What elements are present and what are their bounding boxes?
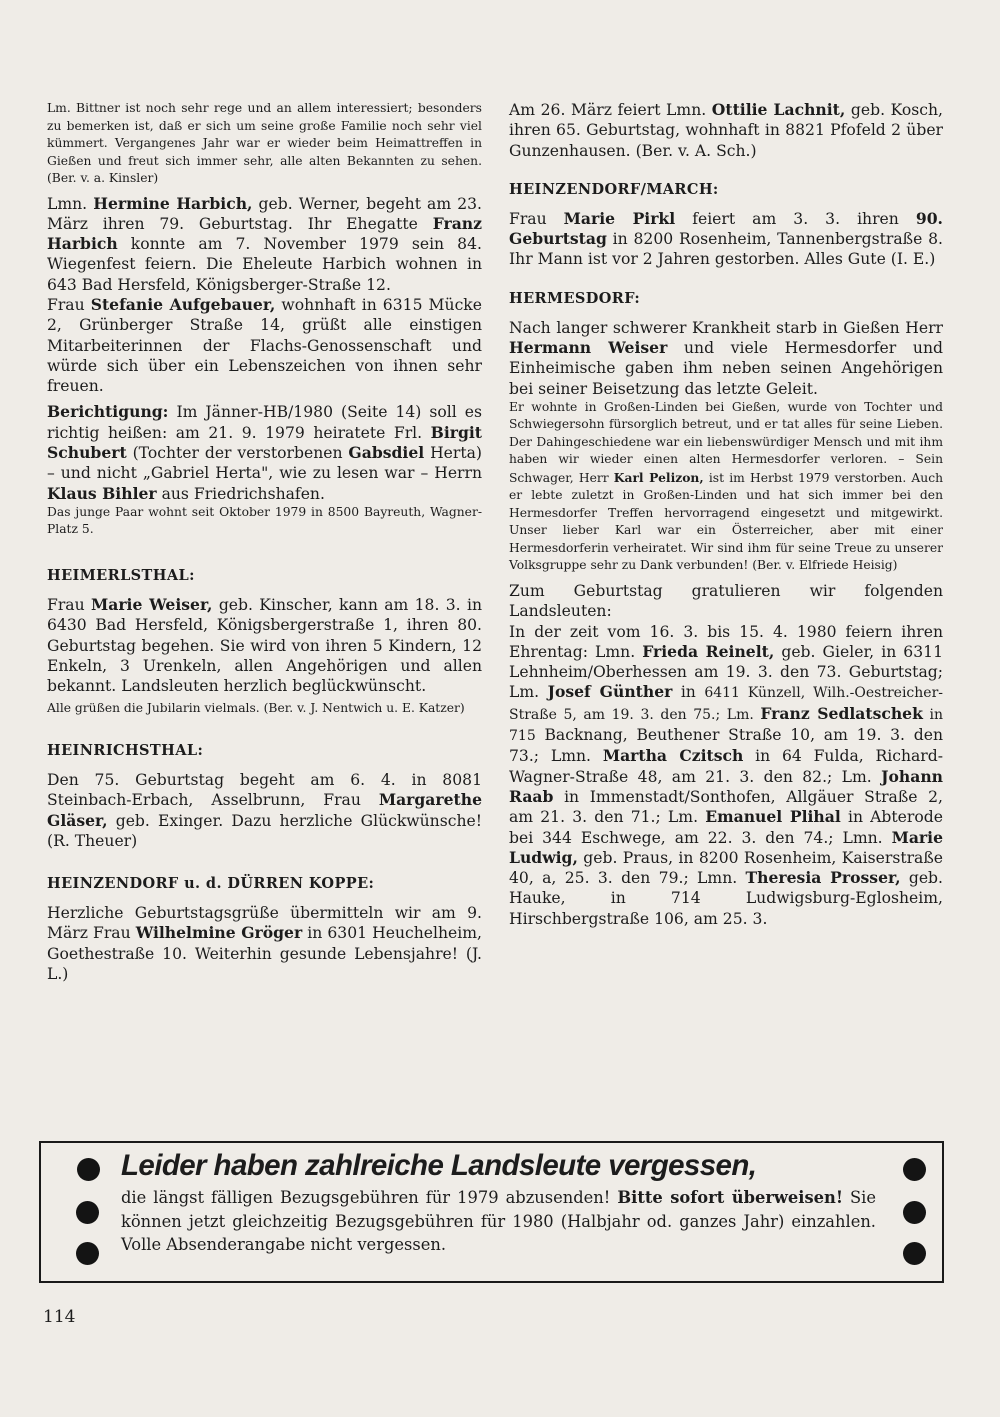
paragraph-hermann-weiser: Nach langer schwerer Krankheit starb in Gießen Herr Hermann Weiser und viele Hermesdorfer und Einheimische gaben ihm neben seinen Angehörigen bei seiner Beisetzung das letzte Geleit. (509, 318, 943, 398)
paragraph-aufgebauer: Frau Stefanie Aufgebauer, wohnhaft in 6315 Mücke 2, Grünberger Straße 14, grüßt alle einstigen Mitarbeiterinnen der Flachs-Genossenschaft und würde sich über ein Lebenszeichen von ihnen sehr freuen. (47, 294, 482, 396)
page-number: 114 (43, 1307, 76, 1327)
bullet-icon (903, 1201, 926, 1224)
paragraph-glaeser: Den 75. Geburtstag begeht am 6. 4. in 8081 Steinbach-Erbach, Asselbrunn, Frau Margarethe Gläser, geb. Exinger. Dazu herzliche Glückwünsche! (R. Theuer) (47, 770, 482, 850)
paragraph-lachnit: Am 26. März feiert Lmn. Ottilie Lachnit, geb. Kosch, ihren 65. Geburtstag, wohnhaft in 8821 Pfofeld 2 über Gunzenhausen. (Ber. v. A. Sch.) (509, 100, 943, 160)
left-column (47, 100, 482, 984)
bullet-icon (76, 1201, 99, 1224)
heading-heinrichsthal: HEINRICHSTHAL: (47, 741, 204, 759)
paragraph-pelizon: Er wohnte in Großen-Linden bei Gießen, wurde von Tochter und Schwiegersohn fürsorglich betreut, und er tat alles für seine Lieben. Der Dahingeschiedene war ein liebenswürdiger Mensch und mit ihm haben wir wieder einen alten Hermesdorfer verloren. – Sein Schwager, Herr Karl Pelizon, ist im Herbst 1979 verstorben. Auch er lebte zuletzt in Großen-Linden und hat sich immer bei den Hermesdorfer Treffen hervorragend eingesetzt und mitgewirkt. Unser lieber Karl war ein Österreicher, aber mit einer Hermesdorferin verheiratet. Wir sind ihm für seine Treue zu unserer Volksgruppe sehr zu Dank verbunden! (Ber. v. Elfriede Heisig) (509, 399, 944, 573)
paragraph-birthday-list: In der zeit vom 16. 3. bis 15. 4. 1980 feiern ihren Ehrentag: Lmn. Frieda Reinelt, geb. Gieler, in 6311 Lehnheim/Oberhessen am 19. 3. den 73. Geburtstag; Lm. Josef Günther in 6411 Künzell, Wilh.-Oestreicher-Straße 5, am 19. 3. den 75.; Lm. Franz Sedlatschek in 715 Backnang, Beuthener Straße 10, am 19. 3. den 73.; Lmn. Martha Czitsch in 64 Fulda, Richard-Wagner-Straße 48, am 21. 3. den 82.; Lm. Johann Raab in Immenstadt/Sonthofen, Allgäuer Straße 2, am 21. 3. den 71.; Lm. Emanuel Plihal in Abterode bei 344 Eschwege, am 22. 3. den 74.; Lmn. Marie Ludwig, geb. Praus, in 8200 Rosenheim, Kaiserstraße 40, a, 25. 3. den 79.; Lmn. Theresia Prosser, geb. Hauke, in 714 Ludwigsburg-Eglosheim, Hirschbergstraße 106, am 25. 3. (509, 622, 944, 928)
paragraph-gratulation-intro: Zum Geburtstag gratulieren wir folgenden Landsleuten: (509, 581, 943, 621)
heading-heinzendorf-march: HEINZENDORF/MARCH: (509, 180, 719, 198)
bullet-icon (903, 1242, 926, 1265)
paragraph-harbich: Lmn. Hermine Harbich, geb. Werner, begeht am 23. März ihren 79. Geburtstag. Ihr Ehegatte Franz Harbich konnte am 7. November 1979 sein 84. Wiegenfest feiern. Die Eheleute Harbich wohnen in 643 Bad Hersfeld, Königsberger-Straße 12. (47, 193, 482, 294)
notice-body: die längst fälligen Bezugsgebühren für 1979 abzusenden! Bitte sofort überweisen! Sie können jetzt gleichzeitig Bezugsgebühren für 1980 (Halbjahr od. ganzes Jahr) einzahlen. Volle Absenderangabe nicht vergessen. (121, 1188, 877, 1254)
payment-reminder-box (39, 1141, 944, 1283)
paragraph-pirkl: Frau Marie Pirkl feiert am 3. 3. ihren 90. Geburtstag in 8200 Rosenheim, Tannenbergstraße 8. Ihr Mann ist vor 2 Jahren gestorben. Alles Gute (I. E.) (509, 208, 943, 269)
paragraph-bayreuth: Das junge Paar wohnt seit Oktober 1979 in 8500 Bayreuth, Wagner-Platz 5. (47, 504, 482, 537)
notice-headline: Leider haben zahlreiche Landsleute vergessen, (121, 1149, 757, 1182)
heading-heimerlsthal: HEIMERLSTHAL: (47, 566, 195, 584)
bullet-icon (903, 1158, 926, 1181)
bullet-icon (77, 1158, 100, 1181)
paragraph-groeger: Herzliche Geburtstagsgrüße übermitteln wir am 9. März Frau Wilhelmine Gröger in 6301 Heuchelheim, Goethestraße 10. Weiterhin gesunde Lebensjahre! (J. L.) (47, 904, 482, 984)
paragraph-berichtigung: Berichtigung: Im Jänner-HB/1980 (Seite 14) soll es richtig heißen: am 21. 9. 1979 heiratete Frl. Birgit Schubert (Tochter der verstorbenen Gabsdiel Herta) – und nicht „Gabriel Herta", wie zu lesen war – Herrn Klaus Bihler aus Friedrichshafen. (47, 402, 482, 503)
right-column (509, 100, 943, 929)
paragraph-marie-weiser: Frau Marie Weiser, geb. Kinscher, kann am 18. 3. in 6430 Bad Hersfeld, Königsbergerstraße 1, ihren 80. Geburtstag begehen. Sie wird von ihren 5 Kindern, 12 Enkeln, 3 Urenkeln, allen Angehörigen und allen bekannt. Landsleuten herzlich beglückwünscht. (47, 594, 482, 696)
heading-heinzendorf-duerren-koppe: HEINZENDORF u. d. DÜRREN KOPPE: (47, 875, 375, 893)
bullet-icon (76, 1242, 99, 1265)
paragraph-jubilarin: Alle grüßen die Jubilarin vielmals. (Ber. v. J. Nentwich u. E. Katzer) (47, 701, 465, 716)
heading-hermesdorf: HERMESDORF: (509, 289, 641, 307)
paragraph-bittner: Lm. Bittner ist noch sehr rege und an allem interessiert; besonders zu bemerken ist, daß er sich um seine große Familie noch sehr viel kümmert. Vergangenes Jahr war er wieder beim Heimattreffen in Gießen und freut sich immer sehr, alle alten Bekannten zu sehen. (Ber. v. a. Kinsler) (47, 101, 482, 185)
